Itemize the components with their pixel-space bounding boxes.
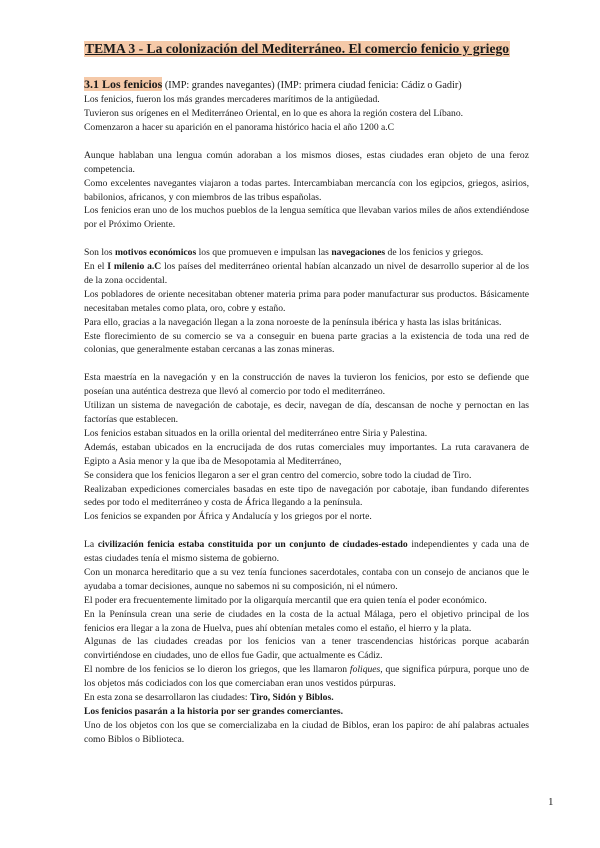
body-paragraph: Aunque hablaban una lengua común adoraban a los mismos dioses, estas ciudades eran objeto de una feroz competencia. (84, 149, 529, 175)
document-page (84, 40, 529, 747)
section-subtitle: (IMP: grandes navegantes) (IMP: primera ciudad fenicia: Cádiz o Gadir) (162, 80, 462, 91)
body-paragraph: Con un monarca hereditario que a su vez tenía funciones sacerdotales, contaba con un consejo de ancianos que le ayudaba a tomar decisiones, aunque no sabemos ni su composición, ni el número. (84, 566, 529, 592)
body-paragraph: En el I milenio a.C los países del mediterráneo oriental habían alcanzado un nivel de desarrollo superior al de los de la zona occidental. (84, 261, 529, 286)
body-paragraph: Utilizan un sistema de navegación de cabotaje, es decir, navegan de día, descansan de noche y pernoctan en las factorías que establecen. (84, 400, 529, 425)
body-paragraph: Los fenicios, fueron los más grandes mercaderes marítimos de la antigüedad. (84, 94, 380, 106)
body-paragraph: Comenzaron a hacer su aparición en el panorama histórico hacia el año 1200 a.C (84, 122, 395, 134)
page-number: 1 (548, 796, 554, 808)
body-paragraph: Son los motivos económicos los que promueven e impulsan las navegaciones de los fenicios y griegos. (84, 247, 484, 259)
body-paragraph: La civilización fenicia estaba constituida por un conjunto de ciudades-estado independientes y cada una de estas ciudades tenía el mismo sistema de gobierno. (84, 539, 529, 565)
body-paragraph: En esta zona se desarrollaron las ciudades: Tiro, Sidón y Biblos. (84, 692, 334, 704)
body-paragraph: Realizaban expediciones comerciales basadas en este tipo de navegación por cabotaje, iban fundando diferentes sedes por todo el mediterráneo y costa de África llegando a la península. (84, 483, 529, 509)
document-body (84, 93, 529, 747)
page-title: TEMA 3 - La colonización del Mediterráneo. El comercio fenicio y griego (85, 41, 510, 56)
body-paragraph: Además, estaban ubicados en la encrucijada de dos rutas comerciales muy importantes. La ruta caravanera de Egipto a Asia menor y la que iba de Mesopotamia al Mediterráneo, (84, 441, 529, 467)
body-paragraph: Los fenicios estaban situados en la orilla oriental del mediterráneo entre Siria y Palestina. (84, 427, 428, 439)
body-paragraph: Como excelentes navegantes viajaron a todas partes. Intercambiaban mercancía con los egipcios, griegos, asirios, babilonios, africanos, y con miembros de las tribus españolas. (84, 177, 529, 203)
body-paragraph: Uno de los objetos con los que se comercializaba en la ciudad de Biblos, eran los papiro: de ahí palabras actuales como Biblos o Biblioteca. (84, 719, 529, 745)
paragraph-gap (84, 232, 529, 246)
body-paragraph: Los fenicios pasarán a la historia por ser grandes comerciantes. (84, 706, 344, 718)
body-paragraph: En la Península crean una serie de ciudades en la costa de la actual Málaga, pero el objetivo principal de los fenicios era llegar a la zona de Huelva, pues ahí obtenían metales como el estaño, el hierro y la plata. (84, 608, 529, 634)
body-paragraph: Tuvieron sus orígenes en el Mediterráneo Oriental, en lo que es ahora la región costera del Líbano. (84, 108, 464, 120)
body-paragraph: Para ello, gracias a la navegación llegan a la zona noroeste de la península ibérica y hasta las islas británicas. (84, 316, 502, 328)
section-heading: 3.1 Los fenicios (84, 77, 163, 91)
body-paragraph: Algunas de las ciudades creadas por los fenicios van a tener trascendencias históricas porque acabarán convirtiéndose en ciudades, uno de ellos fue Gadir, que actualmente es Cádiz. (84, 636, 529, 662)
section-heading-line (84, 77, 529, 93)
body-paragraph: Este florecimiento de su comercio se va a conseguir en buena parte gracias a la existencia de toda una red de colonias, que generalmente estaban cercanas a las zonas mineras. (84, 330, 529, 356)
body-paragraph: El poder era frecuentemente limitado por la oligarquía mercantil que era quien tenía el poder económico. (84, 594, 487, 606)
paragraph-gap (84, 524, 529, 538)
body-paragraph: Los fenicios se expanden por África y Andalucía y los griegos por el norte. (84, 511, 372, 523)
body-paragraph: Los fenicios eran uno de los muchos pueblos de la lengua semítica que llevaban varios miles de años extendiéndose por el Próximo Oriente. (84, 205, 529, 231)
body-paragraph: Esta maestría en la navegación y en la construcción de naves la tuvieron los fenicios, por esto se defiende que poseían una auténtica destreza que llevó al comercio por todo el mediterráneo. (84, 372, 529, 398)
body-paragraph: El nombre de los fenicios se lo dieron los griegos, que les llamaron foliques, que significa púrpura, porque uno de los objetos más codiciados con los que comerciaban eran unos vestidos púrpuras. (84, 664, 529, 690)
paragraph-gap (84, 357, 529, 371)
body-paragraph: Se considera que los fenicios llegaron a ser el gran centro del comercio, sobre todo la ciudad de Tiro. (84, 469, 472, 481)
paragraph-gap (84, 135, 529, 149)
body-paragraph: Los pobladores de oriente necesitaban obtener materia prima para poder manufacturar sus productos. Básicamente necesitaban metales como plata, oro, cobre y estaño. (84, 288, 529, 314)
